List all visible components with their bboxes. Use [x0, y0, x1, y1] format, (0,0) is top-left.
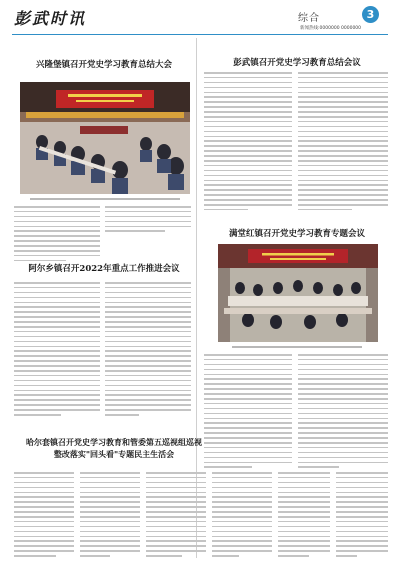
article-body-xinglongbao-col2	[105, 206, 191, 235]
article-body-haertao-col3	[146, 472, 206, 560]
meeting-photo-xinglongbao	[20, 82, 190, 194]
masthead-rule	[12, 34, 388, 35]
article-body-pengwu-col2	[298, 72, 388, 214]
headline-line-1: 哈尔套镇召开党史学习教育和管委第五巡视组巡视	[26, 437, 202, 447]
article-body-mantanghong-col2	[298, 354, 388, 471]
headline-line-2: 整改落实"回头看"专题民主生活会	[53, 449, 175, 459]
article-headline-xinglongbao: 兴隆堡镇召开党史学习教育总结大会	[35, 60, 172, 70]
meeting-photo-mantanghong	[218, 244, 378, 342]
newspaper-logo: 彭武时讯	[14, 9, 87, 28]
article-headline-mantanghong: 满堂红镇召开党史学习教育专题会议	[228, 229, 365, 239]
article-headline-haertao	[14, 436, 214, 460]
page-number-badge: 3	[362, 6, 379, 23]
article-body-haertao-col5	[278, 472, 330, 560]
article-body-haertao-col6	[336, 472, 388, 560]
article-body-haertao-col1	[14, 472, 74, 560]
section-label: 综合	[298, 13, 320, 24]
photo-caption	[30, 198, 180, 200]
article-body-haertao-col4	[212, 472, 272, 560]
article-body-aer-col1	[14, 282, 100, 419]
article-body-aer-col2	[105, 282, 191, 419]
article-headline-pengwu: 彭武镇召开党史学习教育总结会议	[233, 58, 361, 68]
article-body-xinglongbao-col1	[14, 206, 100, 265]
article-headline-aer: 阿尔乡镇召开2022年重点工作推进会议	[28, 264, 180, 274]
article-body-mantanghong-col1	[204, 354, 292, 471]
masthead	[0, 0, 400, 34]
article-body-haertao-col2	[80, 472, 140, 560]
dateline: 新闻热线:0000000 0000000	[300, 26, 362, 31]
article-body-pengwu-col1	[204, 72, 292, 214]
photo-caption	[232, 346, 362, 348]
